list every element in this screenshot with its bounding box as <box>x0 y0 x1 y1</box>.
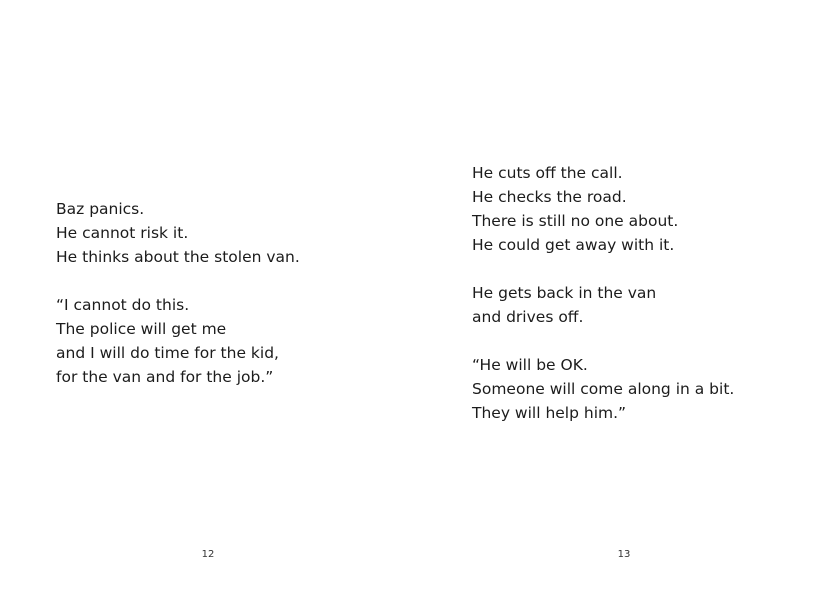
text-line: and drives off. <box>472 308 584 326</box>
text-line: He cuts off the call. <box>472 164 623 182</box>
text-line: He cannot risk it. <box>56 224 189 242</box>
paragraph-gap <box>472 257 734 281</box>
text-line: He checks the road. <box>472 188 627 206</box>
left-page-text <box>56 197 300 389</box>
text-line: He thinks about the stolen van. <box>56 248 300 266</box>
paragraph-gap <box>56 269 300 293</box>
text-line: There is still no one about. <box>472 212 679 230</box>
text-line: “He will be OK. <box>472 356 588 374</box>
text-line: He gets back in the van <box>472 284 657 302</box>
text-line: for the van and for the job.” <box>56 368 274 386</box>
page-number-right: 13 <box>617 549 631 560</box>
text-line: and I will do time for the kid, <box>56 344 279 362</box>
text-line: They will help him.” <box>472 404 627 422</box>
paragraph-gap <box>472 329 734 353</box>
text-line: Someone will come along in a bit. <box>472 380 735 398</box>
text-line: “I cannot do this. <box>56 296 190 314</box>
page-number-left: 12 <box>201 549 215 560</box>
right-page-text <box>472 161 734 425</box>
text-line: He could get away with it. <box>472 236 675 254</box>
text-line: Baz panics. <box>56 200 145 218</box>
text-line: The police will get me <box>56 320 227 338</box>
right-page <box>416 0 832 591</box>
